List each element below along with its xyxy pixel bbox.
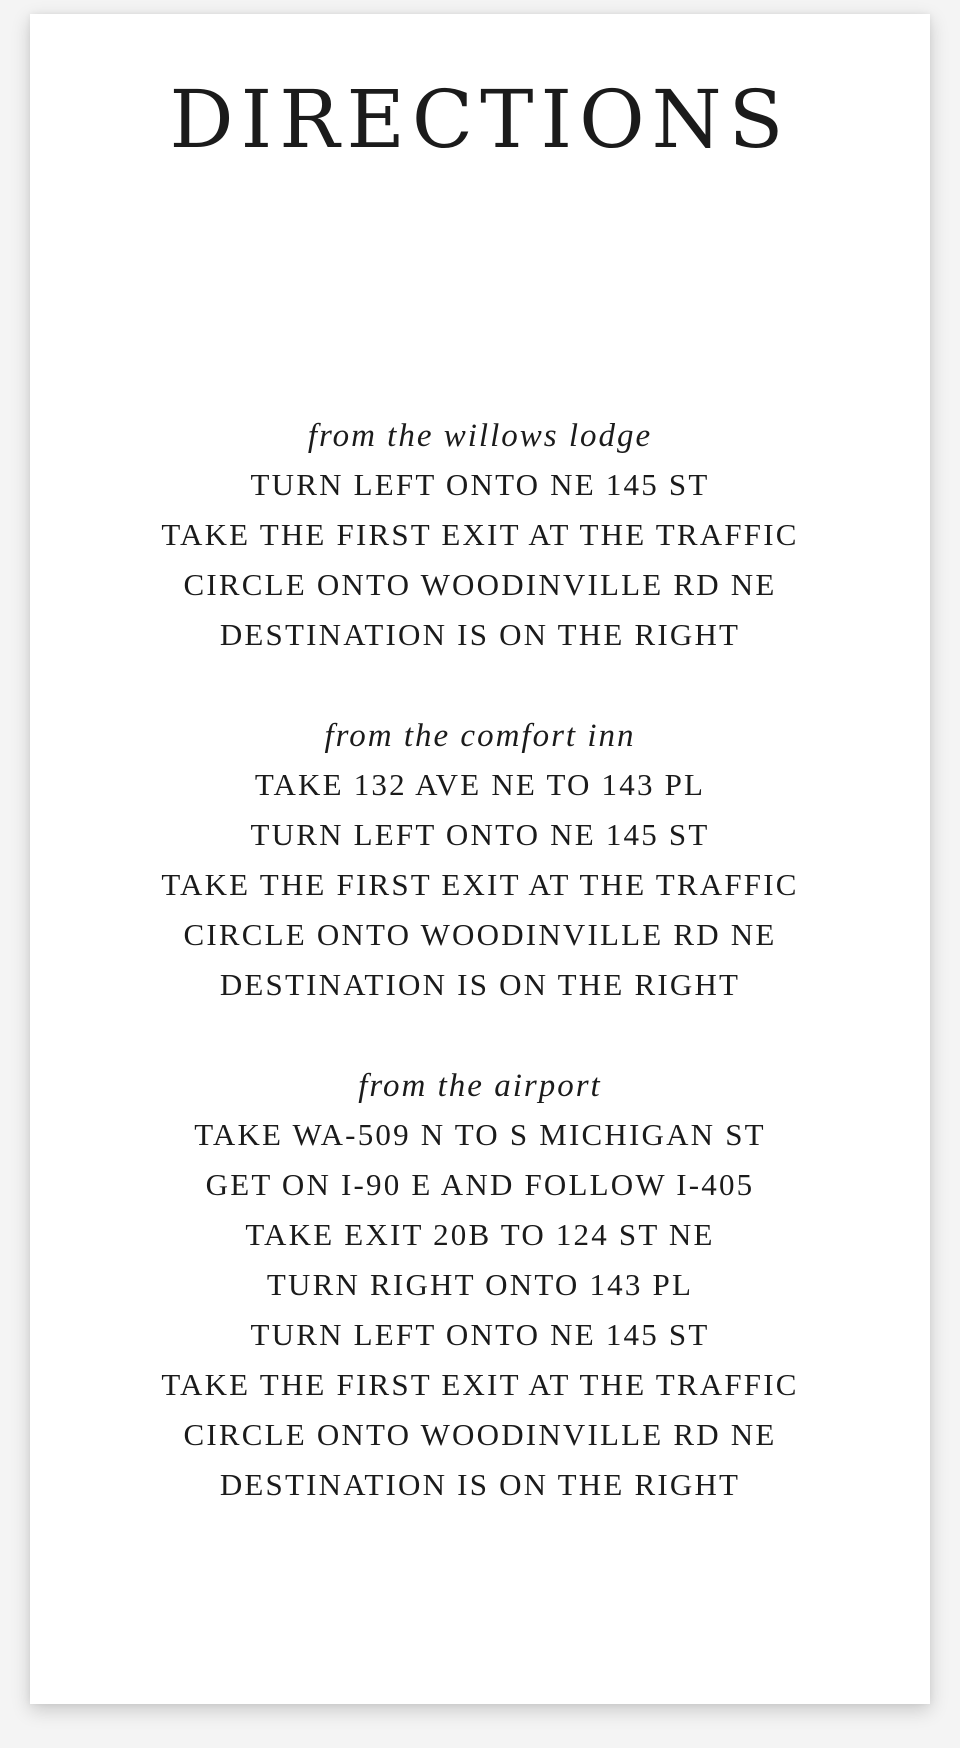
direction-step: TAKE 132 AVE NE TO 143 PL (254, 767, 706, 802)
direction-step: TURN LEFT ONTO NE 145 ST (250, 1317, 710, 1352)
direction-step: CIRCLE ONTO WOODINVILLE RD NE (183, 917, 777, 952)
page-title: DIRECTIONS (169, 73, 791, 166)
section-comfort-inn (30, 712, 930, 1010)
direction-step: TAKE WA-509 N TO S MICHIGAN ST (194, 1117, 766, 1152)
direction-step: TURN RIGHT ONTO 143 PL (266, 1267, 694, 1302)
directions-sections (30, 412, 930, 1562)
section-heading: from the airport (358, 1068, 602, 1104)
direction-step: GET ON I-90 E AND FOLLOW I-405 (205, 1167, 755, 1202)
section-heading: from the comfort inn (324, 718, 636, 754)
direction-step: TAKE THE FIRST EXIT AT THE TRAFFIC (161, 1367, 799, 1402)
direction-step: DESTINATION IS ON THE RIGHT (219, 1467, 741, 1502)
section-heading: from the willows lodge (307, 418, 653, 454)
direction-step: TAKE EXIT 20B TO 124 ST NE (245, 1217, 715, 1252)
directions-card (30, 14, 930, 1704)
section-willows-lodge (30, 412, 930, 660)
direction-step: TURN LEFT ONTO NE 145 ST (250, 467, 710, 502)
direction-step: DESTINATION IS ON THE RIGHT (219, 617, 741, 652)
direction-step: TAKE THE FIRST EXIT AT THE TRAFFIC (161, 867, 799, 902)
direction-step: CIRCLE ONTO WOODINVILLE RD NE (183, 567, 777, 602)
direction-step: TURN LEFT ONTO NE 145 ST (250, 817, 710, 852)
direction-step: DESTINATION IS ON THE RIGHT (219, 967, 741, 1002)
direction-step: TAKE THE FIRST EXIT AT THE TRAFFIC (161, 517, 799, 552)
direction-step: CIRCLE ONTO WOODINVILLE RD NE (183, 1417, 777, 1452)
section-airport (30, 1062, 930, 1510)
